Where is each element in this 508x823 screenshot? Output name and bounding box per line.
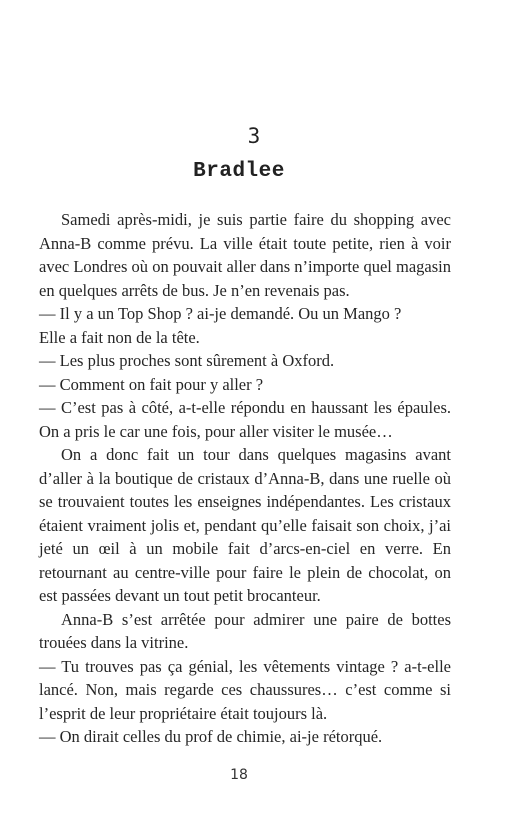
paragraph: — Il y a un Top Shop ? ai-je demandé. Ou un Mango ? [39,304,402,323]
paragraph: — Comment on fait pour y aller ? [39,374,264,394]
chapter-body [39,208,451,749]
paragraph: — C’est pas à côté, a-t-elle répondu en haussant les épaules. On a pris le car une fois, pour aller visiter le musée… [39,398,451,441]
paragraph: — On dirait celles du prof de chimie, ai-je rétorqué. [39,727,383,746]
chapter-title: Bradlee [193,160,285,183]
paragraph: On a donc fait un tour dans quelques magasins avant d’aller à la boutique de cristaux d’Anna-B, dans une ruelle où se trouvaient toutes les enseignes indépendantes. Les cristaux étaient vraiment jolis et, pendant qu’elle faisait son choix, j’ai jeté un œil à un mobile fait d’arcs-en-ciel en verre. En retournant au centre-ville pour faire le plein de chocolat, on est passées devant un tout petit brocanteur. [39,445,451,605]
paragraph: — Tu trouves pas ça génial, les vêtements vintage ? a-t-elle lancé. Non, mais regarde ces chaussures… c’est comme si l’esprit de leur propriétaire était toujours là. [39,656,451,723]
paragraph: Samedi après-midi, je suis partie faire du shopping avec Anna-B comme prévu. La ville était toute petite, rien à voir avec Londres où on pouvait aller dans n’importe quel magasin en quelques arrêts de bus. Je n’en revenais pas. [39,210,451,300]
paragraph: — Les plus proches sont sûrement à Oxford. [39,351,335,370]
paragraph: Anna-B s’est arrêtée pour admirer une paire de bottes trouées dans la vitrine. [39,609,451,652]
page-number: 18 [230,767,248,783]
paragraph: Elle a fait non de la tête. [39,327,200,347]
chapter-number: 3 [247,124,261,148]
